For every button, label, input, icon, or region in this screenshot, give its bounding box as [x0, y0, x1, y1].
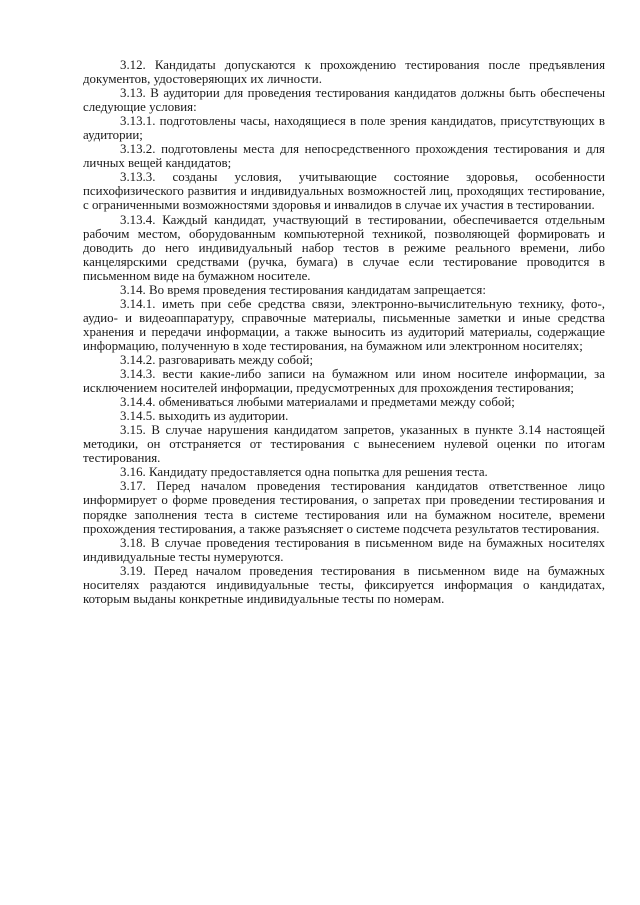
paragraph-3-14-4: 3.14.4. обмениваться любыми материалами и предметами между собой;: [120, 395, 515, 410]
document-body: [83, 58, 605, 606]
paragraph-3-14-3: 3.14.3. вести какие-либо записи на бумажном или ином носителе информации, за исключением носителей информации, предусмотренных для прохождения тестирования;: [83, 367, 605, 396]
paragraph-3-13-3: 3.13.3. созданы условия, учитывающие состояние здоровья, особенности психофизического развития и индивидуальных возможностей лиц, проходящих тестирование, с ограниченными возможностями здоровья и инвалидов в случае их участия в тестировании.: [83, 170, 605, 213]
paragraph-3-14-5: 3.14.5. выходить из аудитории.: [120, 409, 289, 424]
paragraph-3-13-2: 3.13.2. подготовлены места для непосредственного прохождения тестирования и для личных вещей кандидатов;: [83, 142, 605, 171]
paragraph-3-15: 3.15. В случае нарушения кандидатом запретов, указанных в пункте 3.14 настоящей методики, он отстраняется от тестирования с вынесением нулевой оценки по итогам тестирования.: [83, 423, 605, 466]
paragraph-3-13: 3.13. В аудитории для проведения тестирования кандидатов должны быть обеспечены следующие условия:: [83, 86, 605, 115]
paragraph-3-18: 3.18. В случае проведения тестирования в письменном виде на бумажных носителях индивидуальные тесты нумеруются.: [83, 535, 605, 564]
paragraph-3-16: 3.16. Кандидату предоставляется одна попытка для решения теста.: [120, 465, 488, 480]
paragraph-3-19: 3.19. Перед началом проведения тестирования в письменном виде на бумажных носителях раздаются индивидуальные тесты, фиксируется информация о кандидатах, которым выданы конкретные индивидуальные тесты по номерам.: [83, 563, 605, 606]
paragraph-3-14-1: 3.14.1. иметь при себе средства связи, электронно-вычислительную технику, фото-, аудио- и видеоаппаратуру, справочные материалы, письменные заметки и иные средства хранения и передачи информации, а также выносить из аудиторий материалы, содержащие информацию, полученную в ходе тестирования, на бумажном или электронном носителях;: [83, 296, 605, 353]
paragraph-3-13-4: 3.13.4. Каждый кандидат, участвующий в тестировании, обеспечивается отдельным рабочим местом, оборудованным компьютерной техникой, позволяющей формировать и доводить до него индивидуальный набор тестов в режиме реального времени, либо канцелярскими средствами (ручка, бумага) в случае если тестирование проводится в письменном виде на бумажном носителе.: [83, 212, 605, 283]
paragraph-3-14: 3.14. Во время проведения тестирования кандидатам запрещается:: [120, 282, 486, 297]
paragraph-3-14-2: 3.14.2. разговаривать между собой;: [120, 352, 314, 367]
paragraph-3-12: 3.12. Кандидаты допускаются к прохождению тестирования после предъявления документов, удостоверяющих их личности.: [83, 58, 605, 87]
paragraph-3-13-1: 3.13.1. подготовлены часы, находящиеся в поле зрения кандидатов, присутствующих в аудитории;: [83, 114, 605, 143]
paragraph-3-17: 3.17. Перед началом проведения тестирования кандидатов ответственное лицо информирует о форме проведения тестирования, о запретах при проведении тестирования и порядке заполнения теста в системе тестирования или на бумажном носителе, времени прохождения тестирования, а также разъясняет о системе подсчета результатов тестирования.: [83, 479, 605, 536]
